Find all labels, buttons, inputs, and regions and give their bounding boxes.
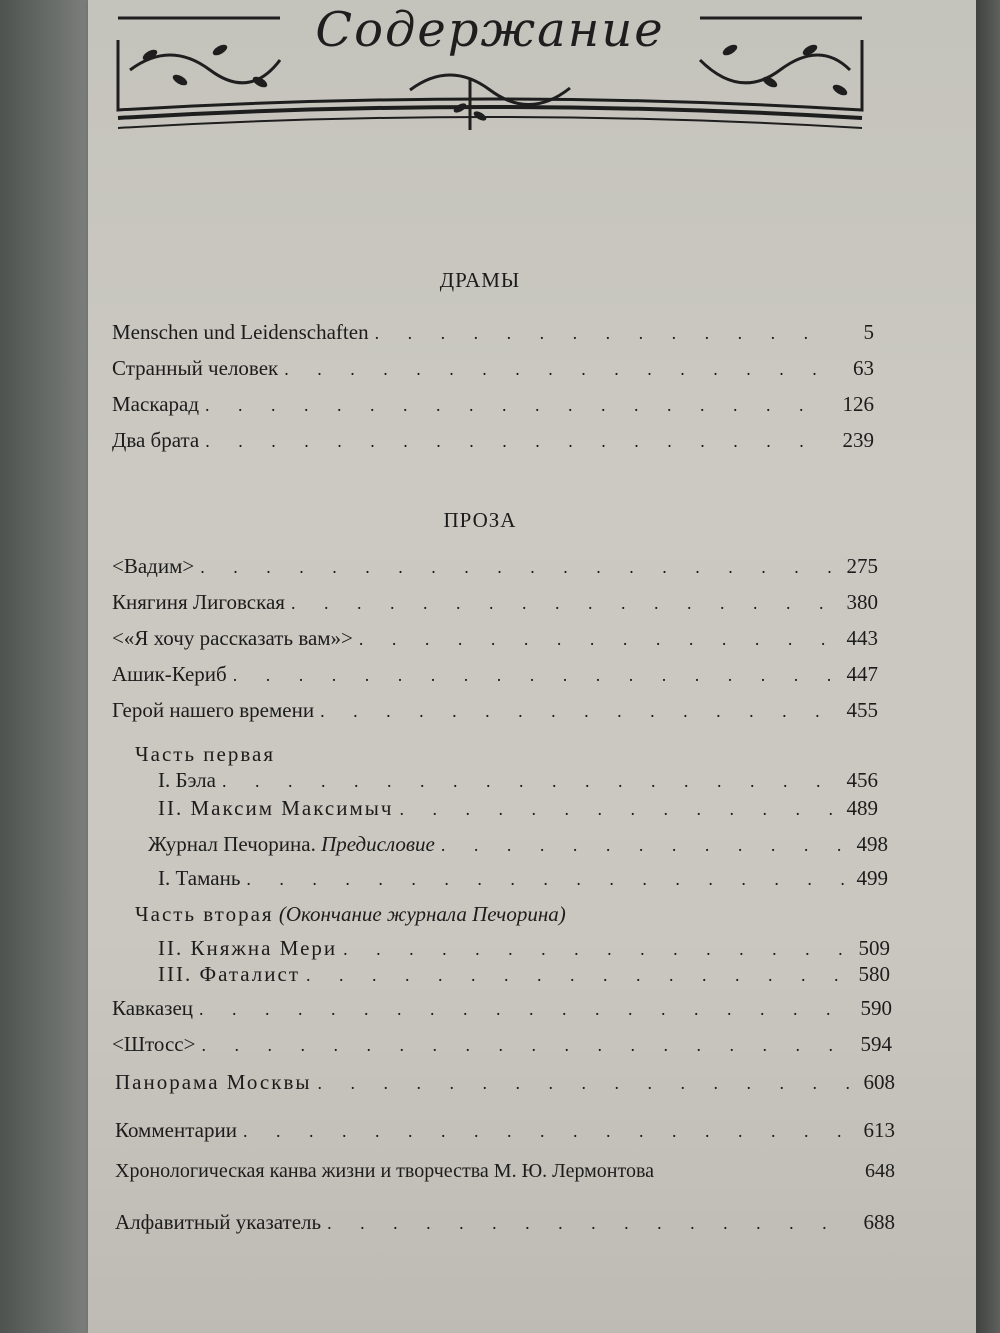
entry-title: Комментарии	[115, 1118, 237, 1142]
leader-dots	[200, 557, 834, 578]
entry-title: <Вадим>	[112, 554, 195, 578]
leader-dots	[205, 395, 830, 416]
toc-entry-taman[interactable]	[158, 866, 888, 891]
leader-dots	[284, 359, 830, 380]
leader-dots	[306, 965, 846, 986]
toc-entry-ya-hochu[interactable]	[112, 626, 878, 651]
entry-page: 447	[846, 662, 878, 686]
entry-title: I. Бэла	[158, 768, 216, 792]
toc-entry-ashik[interactable]	[112, 662, 878, 687]
entry-title: Алфавитный указатель	[115, 1210, 322, 1234]
leader-dots	[375, 323, 830, 344]
leader-dots	[399, 799, 834, 820]
entry-page: 489	[846, 796, 878, 820]
toc-entry-chronology[interactable]	[115, 1160, 895, 1183]
toc-entry-vadim[interactable]	[112, 554, 878, 579]
entry-page: 498	[856, 832, 888, 856]
toc-subheading-part1	[135, 742, 735, 767]
section-heading-prose: ПРОЗА	[443, 508, 517, 532]
toc-entry-maksim[interactable]	[158, 796, 878, 821]
leader-dots	[343, 939, 846, 960]
leader-dots	[233, 665, 834, 686]
entry-title: Герой нашего времени	[112, 698, 315, 722]
entry-title: Панорама Москвы	[115, 1070, 312, 1094]
entry-page: 590	[860, 996, 892, 1020]
toc-entry-panorama[interactable]	[115, 1070, 895, 1095]
entry-page: 63	[853, 356, 874, 380]
entry-page: 688	[863, 1210, 895, 1234]
entry-page: 499	[856, 866, 888, 890]
section-heading-drama: ДРАМЫ	[439, 268, 521, 292]
toc-entry-brothers[interactable]	[112, 428, 874, 453]
entry-title: II. Максим Максимыч	[158, 796, 394, 820]
toc-entry-menschen[interactable]	[112, 320, 874, 345]
entry-title: I. Тамань	[158, 866, 241, 890]
entry-title: Маскарад	[112, 392, 200, 416]
leader-dots	[205, 431, 830, 452]
toc-entry-hero[interactable]	[112, 698, 878, 723]
entry-title: Часть вторая (Окончание журнала Печорина)	[135, 902, 566, 926]
leader-dots	[359, 629, 834, 650]
entry-page: 594	[860, 1032, 892, 1056]
entry-page: 239	[842, 428, 874, 452]
leader-dots	[291, 593, 834, 614]
toc-entry-bela[interactable]	[158, 768, 878, 793]
entry-page: 455	[846, 698, 878, 722]
entry-title: Странный человек	[112, 356, 279, 380]
entry-page: 613	[863, 1118, 895, 1142]
leader-dots	[327, 1213, 851, 1234]
toc-entry-fatalist[interactable]	[158, 962, 890, 987]
leader-dots	[201, 1035, 848, 1056]
leader-dots	[199, 999, 848, 1020]
entry-page: 443	[846, 626, 878, 650]
entry-page: 5	[863, 320, 874, 344]
entry-title: Часть первая	[135, 742, 275, 766]
entry-page: 509	[858, 936, 890, 960]
entry-title: <«Я хочу рассказать вам»>	[112, 626, 353, 650]
entry-page: 456	[846, 768, 878, 792]
entry-title: Кавказец	[112, 996, 194, 1020]
toc-entry-ligovskaya[interactable]	[112, 590, 878, 615]
entry-title: Хронологическая канва жизни и творчества М. Ю. Лермонтова	[115, 1160, 655, 1182]
entry-page: 275	[846, 554, 878, 578]
entry-page: 380	[846, 590, 878, 614]
leader-dots	[243, 1121, 851, 1142]
leader-dots	[246, 869, 844, 890]
toc-entry-index[interactable]	[115, 1210, 895, 1235]
entry-page: 648	[865, 1160, 895, 1182]
entry-page: 126	[842, 392, 874, 416]
entry-title: Княгиня Лиговская	[112, 590, 285, 614]
leader-dots	[320, 701, 834, 722]
entry-title: Ашик-Кериб	[112, 662, 227, 686]
entry-title: Журнал Печорина. Предисловие	[148, 832, 435, 856]
toc-entry-shtoss[interactable]	[112, 1032, 892, 1057]
toc-subheading-part2	[135, 902, 835, 927]
entry-title: III. Фаталист	[158, 962, 301, 986]
leader-dots	[222, 771, 834, 792]
entry-title: <Штосс>	[112, 1032, 196, 1056]
entry-title: Menschen und Leidenschaften	[112, 320, 369, 344]
contents-title: Содержание	[315, 2, 665, 58]
toc-entry-comments[interactable]	[115, 1118, 895, 1143]
leader-dots	[441, 835, 844, 856]
entry-title: II. Княжна Мери	[158, 936, 338, 960]
toc-entry-masquerade[interactable]	[112, 392, 874, 417]
toc-entry-kavkazets[interactable]	[112, 996, 892, 1021]
entry-page: 580	[858, 962, 890, 986]
toc-entry-journal[interactable]	[148, 832, 888, 857]
entry-title: Два брата	[112, 428, 200, 452]
toc-entry-strange[interactable]	[112, 356, 874, 381]
leader-dots	[317, 1073, 851, 1094]
toc-entry-meri[interactable]	[158, 936, 890, 961]
entry-page: 608	[863, 1070, 895, 1094]
